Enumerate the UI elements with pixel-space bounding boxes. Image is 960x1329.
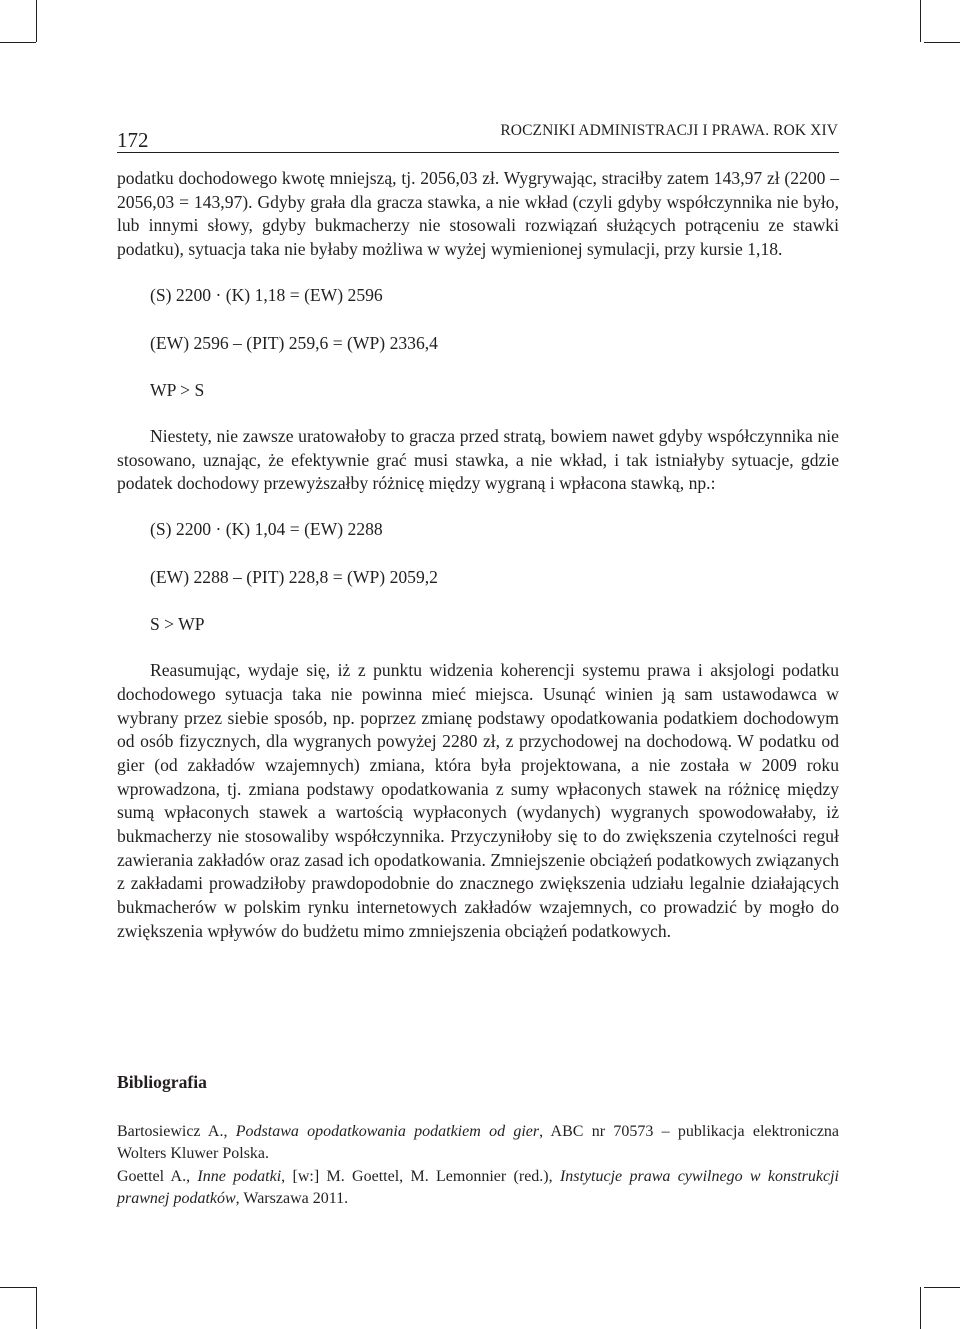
bib-author: Goettel A., <box>117 1167 198 1185</box>
crop-mark-top-right-horizontal <box>924 42 960 43</box>
crop-mark-bottom-left-vertical <box>36 1287 37 1329</box>
running-head: ROCZNIKI ADMINISTRACJI I PRAWA. ROK XIV <box>500 122 838 139</box>
crop-mark-bottom-right-vertical <box>920 1287 921 1329</box>
crop-mark-bottom-right-horizontal <box>924 1287 960 1288</box>
crop-mark-top-left-vertical <box>36 0 37 42</box>
paragraph-continuation: podatku dochodowego kwotę mniejszą, tj. 2056,03 zł. Wygrywając, straciłby zatem 143,97 zł (2200 – 2056,03 = 143,97). Gdyby grała dla gracza stawka, a nie wkład (czyli gdyby współczynnika nie było, lub innymi słowy, gdyby bukmacherzy nie stosowali rozwiązań służących potrąceniu ze stawki podatku), sytuacja taka nie byłaby możliwa w wyżej wymienionej symulacji, przy kursie 1,18. <box>117 168 839 260</box>
paragraph-niestety: Niestety, nie zawsze uratowałoby to gracza przed stratą, bowiem nawet gdyby współczynnika nie stosowano, uznając, że efektywnie grać musi stawka, a nie wkład, i tak istniałyby sytuacje, gdzie podatek dochodowy przewyższałby różnicę między wygraną i wpłacona stawką, np.: <box>117 425 839 494</box>
paragraph-reasumujac: Reasumując, wydaje się, iż z punktu widzenia koherencji systemu prawa i aksjologi podatku dochodowego sytuacja taka nie powinna mieć miejsca. Usunąć winien ją sam ustawodawca w wybrany przez siebie sposób, np. poprzez zmianę podstawy opodatkowania podatkiem dochodowym od osób fizycznych, dla wygranych powyżej 2280 zł, z przychodowej na dochodową. W podatku od gier (od zakładów wzajemnych) zmiana, która była projektowana, a nie została w 2009 roku wprowadzona, tj. zmiana podstawy opodatkowania z sumy wpłaconych stawek na różnicę między sumą wpłaconych stawek a wartością wypłaconych (wydanych) wygranych spowodowałaby, iż bukmacherzy nie stosowaliby współczynnika. Przyczyniłoby się to do zwiększenia czytelności reguł zawierania zakładów oraz zasad ich opodatkowania. Zmniejszenie obciążeń podatkowych związanych z zakładami prowadziłoby prawdopodobnie do znacznego zwiększenia udziału legalnie działających bukmacherów w polskim rynku internetowych zakładów wzajemnych, co prowadzić by mogło do zwiększenia wpływów do budżetu mimo zmniejszenia obciążeń podatkowych. <box>117 660 839 941</box>
body-text <box>117 167 839 944</box>
bib-title: Podstawa opodatkowania podatkiem od gier <box>235 1123 540 1140</box>
bibliography-heading: Bibliografia <box>117 1072 207 1092</box>
crop-mark-bottom-left-horizontal <box>0 1287 36 1288</box>
page-header <box>117 118 839 158</box>
bib-details: , ABC nr 70573 – publikacja elektroniczna Wolters Kluwer Polska. <box>117 1123 840 1163</box>
bib-book-title: Instytucje prawa cywilnego w konstrukcji prawnej podatków <box>117 1167 839 1208</box>
equation-2: (EW) 2596 – (PIT) 259,6 = (WP) 2336,4 <box>150 332 438 353</box>
bibliography-list <box>117 1121 839 1211</box>
bibliography-entry <box>117 1166 839 1211</box>
bibliography-entry <box>117 1121 839 1166</box>
equation-5: (EW) 2288 – (PIT) 228,8 = (WP) 2059,2 <box>150 566 438 587</box>
page-number: 172 <box>117 128 149 152</box>
crop-mark-top-right-vertical <box>920 0 921 42</box>
equation-6: S > WP <box>150 614 205 635</box>
crop-mark-top-left-horizontal <box>0 42 36 43</box>
header-rule <box>117 152 839 153</box>
bib-author: Bartosiewicz A., <box>117 1123 236 1140</box>
bib-title: Inne podatki <box>197 1167 282 1185</box>
bib-details: , [w:] M. Goettel, M. Lemonnier (red.), <box>281 1167 560 1185</box>
equation-4: (S) 2200 · (K) 1,04 = (EW) 2288 <box>150 519 383 540</box>
bib-details: , Warszawa 2011. <box>235 1190 349 1208</box>
equation-3: WP > S <box>150 380 205 401</box>
equation-1: (S) 2200 · (K) 1,18 = (EW) 2596 <box>150 284 383 305</box>
